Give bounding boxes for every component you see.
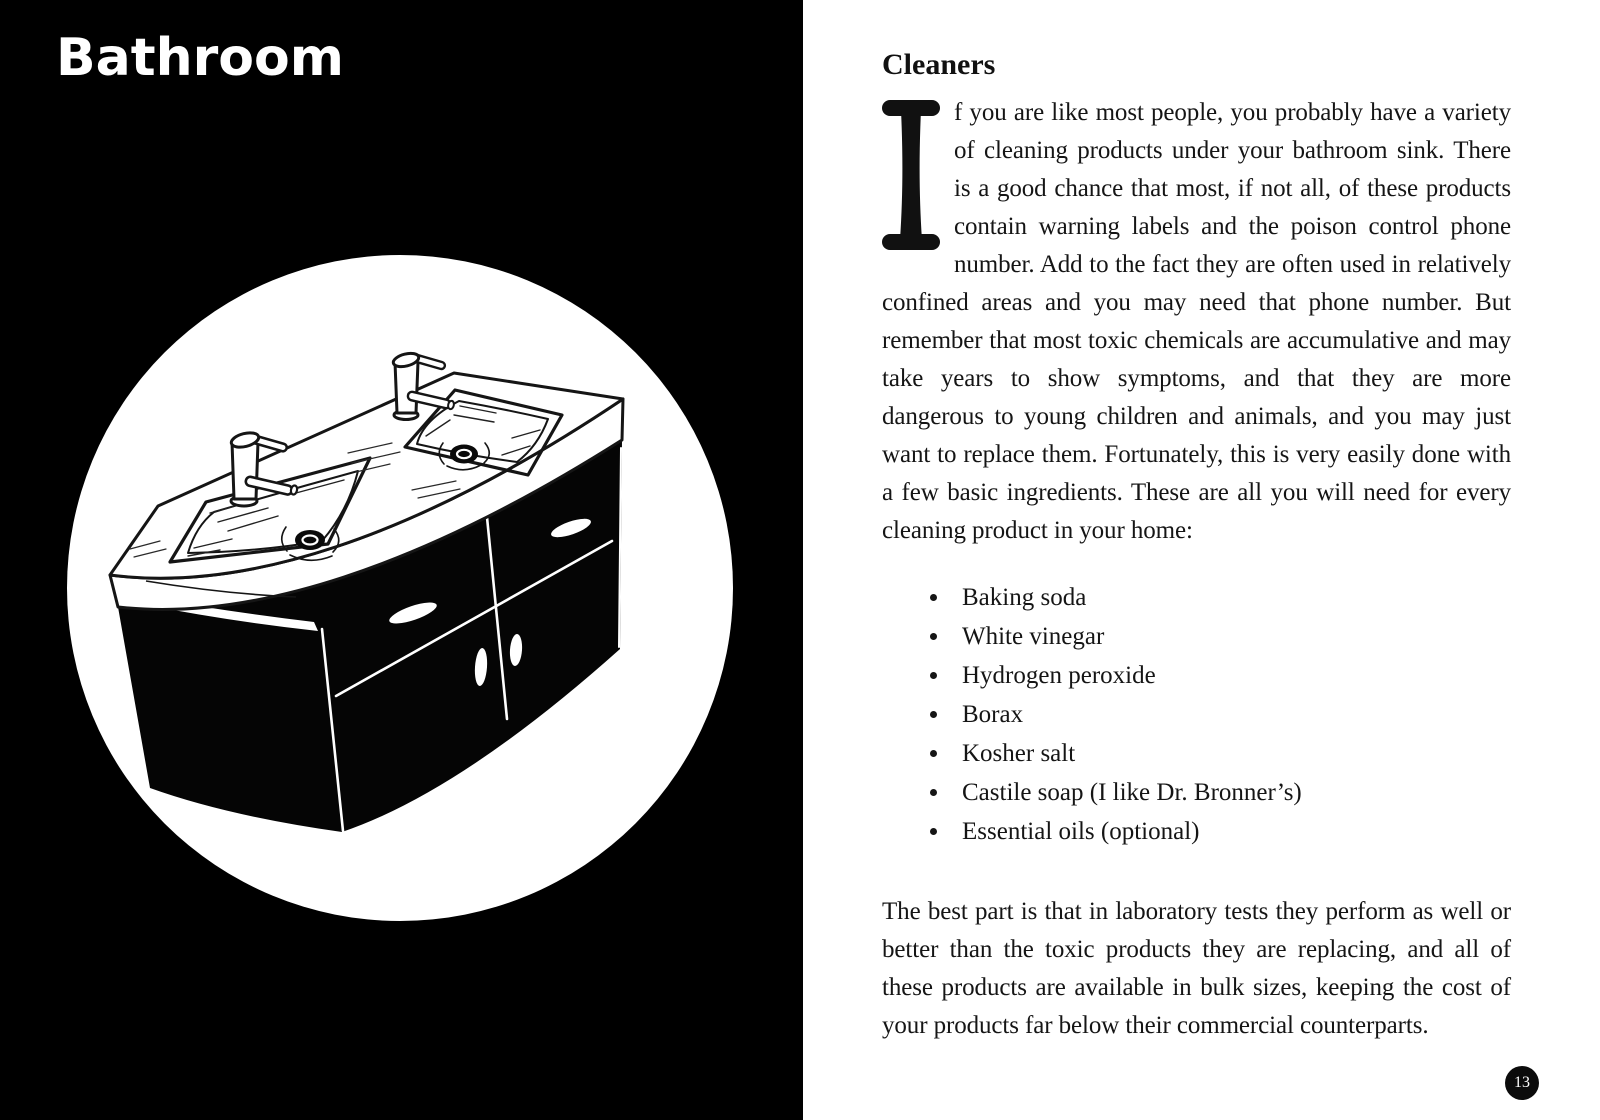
vanity-illustration [60,250,740,930]
list-item-label: Castile soap (I like Dr. Bronner’s) [962,779,1302,806]
list-item [928,695,1511,734]
list-item [928,578,1511,617]
double-sink-vanity-icon [60,250,740,930]
list-item-label: Hydrogen peroxide [962,662,1156,689]
intro-paragraph [882,94,1511,550]
intro-paragraph-text: f you are like most people, you probably have a variety of cleaning products under your bathroom sink. There is a good chance that most, if not all, of these products contain warning labels and the poison control phone number. Add to the fact they are often used in relatively confined areas and you may need that phone number. But remember that most toxic chemicals are accumulative and may take years to show symptoms, and that they are more dangerous to young children and animals, and you may just want to replace them. Fortunately, this is very easily done with a few basic ingredients. These are all you will need for every cleaning product in your home: [882,99,1511,544]
list-item-label: Essential oils (optional) [962,818,1200,845]
section-heading: Cleaners [882,48,996,81]
right-page [803,0,1600,1120]
list-item-label: Kosher salt [962,740,1076,767]
list-item [928,812,1511,851]
list-item-label: Baking soda [962,584,1087,611]
drop-cap-glyph-icon [882,100,940,250]
drop-cap [882,100,940,250]
supplies-list [882,578,1511,851]
list-item [928,656,1511,695]
list-item-label: Borax [962,701,1024,728]
page-number-badge [1505,1066,1539,1100]
list-item [928,773,1511,812]
page-number: 13 [1514,1074,1530,1091]
list-item [928,734,1511,773]
list-item-label: White vinegar [962,623,1105,650]
closing-paragraph: The best part is that in laboratory tests they perform as well or better than the toxic products they are replacing, and all of these products are available in bulk sizes, keeping the cost of your products far below their commercial counterparts. [882,898,1511,1039]
text-column [882,48,1511,1045]
list-item [928,617,1511,656]
chapter-title: Bathroom [56,28,344,88]
